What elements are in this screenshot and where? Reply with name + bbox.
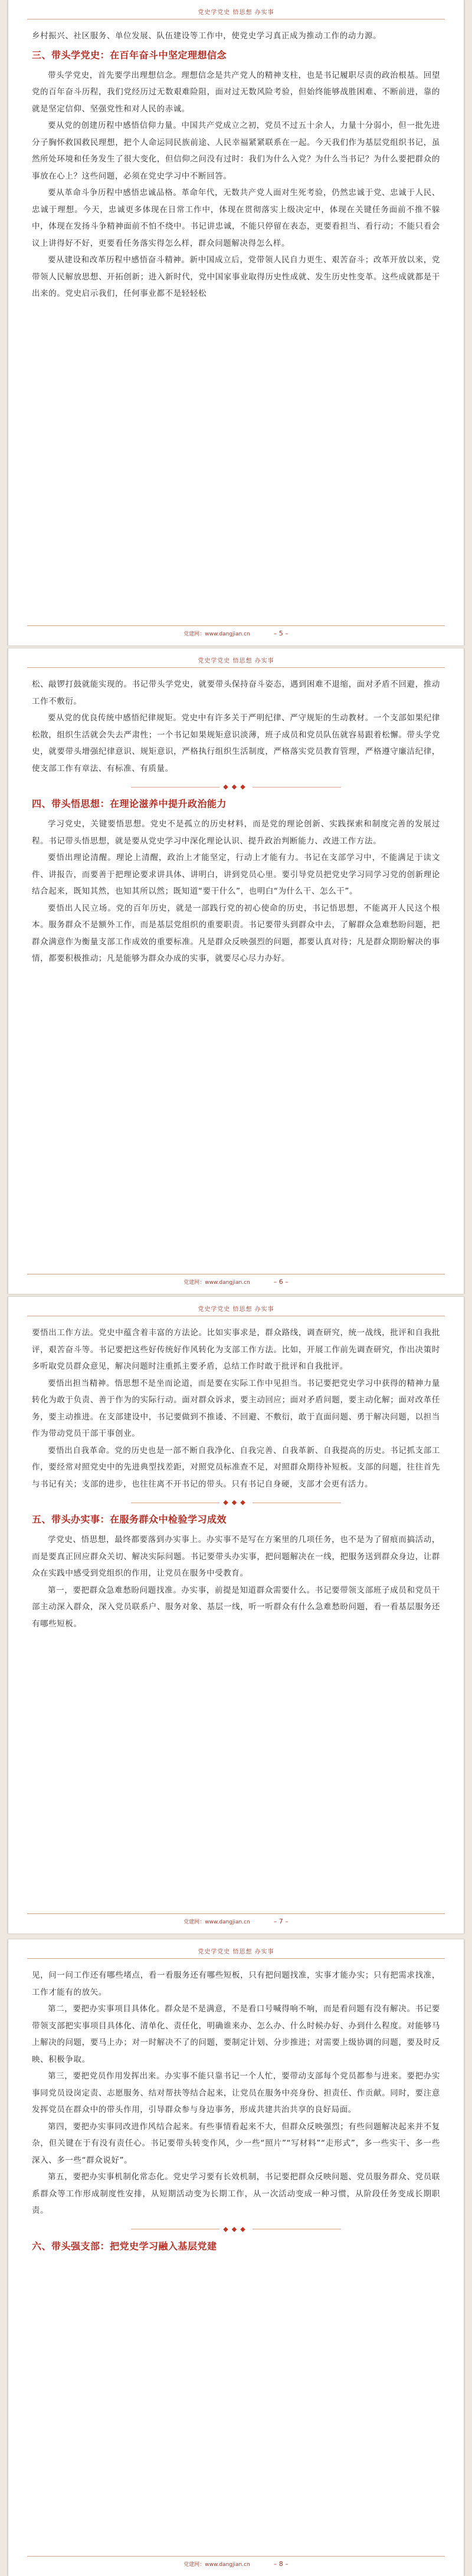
section-heading: 三、带头学党史：在百年奋斗中坚定理想信念 bbox=[32, 49, 227, 61]
page-content bbox=[8, 668, 464, 967]
page-number: – 5 – bbox=[273, 630, 289, 637]
paragraph: 松、敲锣打鼓就能实现的。书记带头学党史，就要带头保持奋斗姿态，遇到困难不退缩，面对矛盾不回避，推动工作不敷衍。 bbox=[32, 680, 440, 706]
diamond-ornament-icon: ◆◆◆ bbox=[223, 1498, 249, 1506]
page-header: 党史学党史 悟思想 办实事 bbox=[27, 648, 445, 668]
footer-source: 党建网：www.dangjian.cn bbox=[183, 1280, 250, 1286]
page-footer bbox=[27, 1274, 445, 1286]
page-number: – 6 – bbox=[273, 1278, 289, 1286]
document-page bbox=[8, 0, 464, 645]
paragraph: 要从建设和改革历程中感悟奋斗精神。新中国成立后，党带领人民自力更生、艰苦奋斗；改革开放以来，党带领人民解放思想、开拓创新；进入新时代，党中国家事业取得历史性成就、发生历史性变革。这些成就都是干出来的。党史启示我们，任何事业都不是轻轻松 bbox=[32, 255, 440, 298]
section-heading: 四、带头悟思想：在理论滋养中提升政治能力 bbox=[32, 798, 227, 809]
paragraph: 要从党的优良传统中感悟纪律规矩。党史中有许多关于严明纪律、严守规矩的生动教材。一个支部如果纪律松散，组织生活就会失去严肃性；一个书记如果规矩意识淡薄，班子成员和党员队伍就容易跟着松懈。带头学党史，就要带头增强纪律意识、规矩意识，严格执行组织生活制度，严格落实党员教育管理，严格遵守廉洁纪律，使支部工作有章法、有标准、有质量。 bbox=[32, 713, 440, 773]
document-page bbox=[8, 1297, 464, 1933]
paragraph: 要悟出工作方法。党史中蕴含着丰富的方法论。比如实事求是，群众路线，调查研究，统一战线，批评和自我批评，艰苦奋斗等。书记要把这些好传统好作风转化为支部工作方法。比如，开展工作前先调查研究，作出决策时多听取党员群众意见，解决问题时注重抓主要矛盾，总结工作时敢于批评和自我批评。 bbox=[32, 1328, 440, 1371]
paragraph: 要从革命斗争历程中感悟忠诚品格。革命年代，无数共产党人面对生死考验，仍然忠诚于党、忠诚于人民、忠诚于理想。今天，忠诚更多体现在日常工作中，体现在贯彻落实上级决定中，体现在关键任务面前不推不躲中，体现在发扬斗争精神面前不怕不绕中。书记讲忠诚，不能只停留在表态，更要看担当、看行动；不能只看会议上讲得好不好，更要看任务落实得怎么样，群众问题解决得怎么样。 bbox=[32, 188, 440, 248]
footer-source: 党建网：www.dangjian.cn bbox=[183, 631, 250, 637]
page-content bbox=[8, 19, 464, 302]
document-page bbox=[8, 1939, 464, 2576]
paragraph: 要悟出担当精神。悟思想不是坐而论道，而是要在实际工作中见担当。书记要把党史学习中获得的精神力量转化为敢于负责、善于作为的实际行动。面对群众诉求，要主动回应；面对矛盾问题，要主动化解；面对改革任务，要主动推进。在支部建设中，书记要做到不推诿、不回避、不敷衍，敢于直面问题、勇于解决问题，以担当作为带动党员干部干事创业。 bbox=[32, 1378, 440, 1438]
page-footer bbox=[27, 2556, 445, 2568]
page-header: 党史学党史 悟思想 办实事 bbox=[27, 1939, 445, 1959]
paragraph: 第五，要把办实事机制化常态化。党史学习要有长效机制，书记要把群众反映问题、党员服务群众、党员联系群众等工作形成制度性安排，从短期活动变为长期工作，从一次活动变成一种习惯，从阶段任务变成长期职责。 bbox=[32, 2172, 440, 2215]
paragraph: 要悟出自我革命。党的历史也是一部不断自我净化、自我完善、自我革新、自我提高的历史。书记抓支部工作，要经常对照党史中的先进典型找差距，对照党员标准查不足，对照群众期待补短板。支部的问题，往往首先与书记有关；支部的进步，也往往离不开书记的带头。只有书记自身硬，支部才会更有活力。 bbox=[32, 1445, 440, 1489]
paragraph: 第四，要把办实事同改进作风结合起来。有些事情看起来不大，但群众反映强烈；有些问题解决起来并不复杂，但关键在于有没有责任心。书记要带头转变作风，少一些“照片”“写材料”“走形式”，多一些实干、多一些深入、多一些“群众说好”。 bbox=[32, 2122, 440, 2165]
paragraph: 乡村振兴、社区服务、单位发展、队伍建设等工作中，使党史学习真正成为推动工作的动力源。 bbox=[32, 31, 382, 41]
footer-source: 党建网：www.dangjian.cn bbox=[183, 2562, 250, 2568]
section-divider bbox=[32, 2223, 440, 2236]
page-footer bbox=[27, 625, 445, 637]
paragraph: 学党史、悟思想，最终都要落到办实事上。办实事不是写在方案里的几项任务，也不是为了留痕而搞活动，而是要真正回应群众关切、解决实际问题。书记要带头办实事，把问题解决在一线，把服务送到群众身边，让群众在实践中感受到党组织的作用，让党员在服务中受教育。 bbox=[32, 1535, 440, 1578]
page-header: 党史学党史 悟思想 办实事 bbox=[27, 1297, 445, 1316]
page-content bbox=[8, 1316, 464, 1632]
paragraph: 第三，要把党员作用发挥出来。办实事不能只靠书记一个人忙，要带动支部每个党员都参与进来。要把办实事同党员设岗定责、志愿服务、结对帮扶等结合起来，让党员在服务中亮身份、担责任、作贡献。同时，要注意发挥党员在群众中的带头作用，引导群众参与身边事务，形成共建共治共享的良好局面。 bbox=[32, 2071, 440, 2114]
paragraph: 要悟出人民立场。党的百年历史，就是一部践行党的初心使命的历史，书记悟思想，不能离开人民这个根本。服务群众不是额外工作，而是基层党组织的重要职责。书记要带头到群众中去，了解群众急难愁盼问题，把群众满意作为衡量支部工作成效的重要标准。凡是群众反映强烈的问题，都要认真对待；凡是群众期盼解决的事情，都要积极推动；凡是能够为群众办成的实事，就要尽心尽力办好。 bbox=[32, 903, 440, 963]
divider-line bbox=[253, 787, 341, 788]
paragraph: 见，问一问工作还有哪些堵点，看一看服务还有哪些短板，只有把问题找准，实事才能办实；只有把需求找准，工作才能有的放矢。 bbox=[32, 1971, 440, 1997]
paragraph: 要悟出理论清醒。理论上清醒，政治上才能坚定，行动上才能有力。书记在支部学习中，不能满足于读文件、讲报告，而要善于把理论要求讲具体、讲明白，讲到党员心里。要引导党员把党史学习同学习党的创新理论结合起来，既知其然，也知其所以然；既知道“要干什么”，也明白“为什么干、怎么干”。 bbox=[32, 853, 440, 896]
page-header: 党史学党史 悟思想 办实事 bbox=[27, 0, 445, 19]
page-content bbox=[8, 1959, 464, 2255]
section-heading: 六、带头强支部：把党史学习融入基层党建 bbox=[32, 2240, 217, 2252]
section-heading: 五、带头办实事：在服务群众中检验学习成效 bbox=[32, 1514, 227, 1525]
document-page bbox=[8, 648, 464, 1294]
page-number: – 8 – bbox=[273, 2560, 289, 2568]
paragraph: 第一，要把群众急难愁盼问题找准。办实事，前提是知道群众需要什么。书记要带领支部班子成员和党员干部主动深入群众，深入党员联系户、服务对象、基层一线，听一听群众有什么急难愁盼问题，看一看基层服务还有哪些短板。 bbox=[32, 1585, 440, 1629]
page-number: – 7 – bbox=[273, 1918, 289, 1925]
section-divider bbox=[32, 1496, 440, 1509]
section-divider bbox=[32, 780, 440, 793]
divider-line bbox=[131, 787, 219, 788]
footer-source: 党建网：www.dangjian.cn bbox=[183, 1919, 250, 1925]
diamond-ornament-icon: ◆◆◆ bbox=[223, 783, 249, 790]
diamond-ornament-icon: ◆◆◆ bbox=[223, 2225, 249, 2233]
paragraph: 带头学党史，首先要学出理想信念。理想信念是共产党人的精神支柱，也是书记履职尽责的政治根基。回望党的百年奋斗历程，我们党经历过无数艰难险阻，面对过无数风险考验，但始终能够战胜困难、不断前进，靠的就是坚定信仰、坚强党性和对人民的赤诚。 bbox=[32, 70, 440, 114]
page-footer bbox=[27, 1913, 445, 1925]
paragraph: 第二，要把办实事项目具体化。群众是不是满意，不是看口号喊得响不响，而是看问题有没有解决。书记要带领支部把实事项目具体化、清单化、责任化，明确谁来办、怎么办、什么时候办好、办到什么程度。对能够马上解决的问题，要马上办；对一时解决不了的问题，要制定计划、分步推进；对需要上级协调的问题，要及时反映、积极争取。 bbox=[32, 2004, 440, 2064]
paragraph: 学习党史，关键要悟思想。党史不是孤立的历史材料，而是党的理论创新、实践探索和制度完善的发展过程。书记带头悟思想，就是要从党史学习中深化理论认识、提升政治判断能力、改进工作方法。 bbox=[32, 819, 440, 846]
paragraph: 要从党的创建历程中感悟信仰力量。中国共产党成立之初，党员不过五十余人，力量十分弱小，但一批先进分子胸怀救国救民理想，把个人命运同民族前途、人民幸福紧紧联系在一起。今天我们作为基层党组织书记，虽然所处环境和任务发生了很大变化，但信仰之问没有过时：我们为什么入党？为什么当书记？为什么要把群众的事放在心上？这些问题，必须在党史学习中不断回答。 bbox=[32, 121, 440, 181]
